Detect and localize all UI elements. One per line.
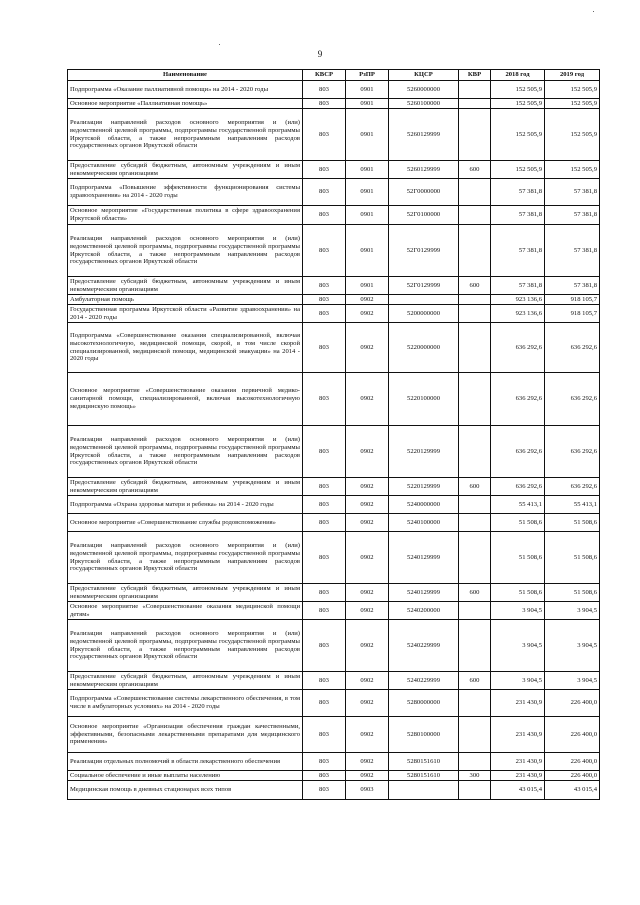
row-2019: 152 505,9 — [545, 81, 600, 99]
row-kvr — [459, 109, 491, 161]
row-name: Медицинская помощь в дневных стационарах всех типов — [68, 781, 303, 800]
table-row — [68, 478, 600, 496]
row-2019: 152 505,9 — [545, 161, 600, 179]
row-2018: 3 904,5 — [491, 602, 545, 620]
row-2019: 3 904,5 — [545, 620, 600, 672]
row-kvsr: 803 — [303, 496, 346, 514]
table-row — [68, 584, 600, 602]
table-row — [68, 161, 600, 179]
row-kvsr: 803 — [303, 514, 346, 532]
row-2019: 3 904,5 — [545, 672, 600, 690]
table-row — [68, 225, 600, 277]
row-name: Предоставление субсидий бюджетным, автономным учреждениям и иным некоммерческим организациям — [68, 478, 303, 496]
row-2019: 55 413,1 — [545, 496, 600, 514]
table-row — [68, 602, 600, 620]
scan-speck — [219, 44, 220, 45]
table-row — [68, 99, 600, 109]
row-kvr — [459, 295, 491, 305]
row-kvsr: 803 — [303, 225, 346, 277]
row-kcsr: 52Г0129999 — [389, 225, 459, 277]
table-row — [68, 753, 600, 771]
row-rzpr: 0901 — [346, 109, 389, 161]
row-name: Основное мероприятие «Организация обеспечения граждан качественными, эффективными, безопасными лекарственными препаратами для медицинского применения» — [68, 717, 303, 753]
row-kcsr — [389, 295, 459, 305]
table-row — [68, 496, 600, 514]
row-kvr: 300 — [459, 771, 491, 781]
row-2019: 51 508,6 — [545, 584, 600, 602]
row-rzpr: 0902 — [346, 620, 389, 672]
table-row — [68, 690, 600, 717]
row-2018: 231 430,9 — [491, 771, 545, 781]
row-2019: 57 381,8 — [545, 206, 600, 225]
row-kcsr: 5220129999 — [389, 426, 459, 478]
row-rzpr: 0902 — [346, 323, 389, 373]
row-kvsr: 803 — [303, 602, 346, 620]
row-2019: 43 015,4 — [545, 781, 600, 800]
row-rzpr: 0902 — [346, 717, 389, 753]
row-rzpr: 0901 — [346, 99, 389, 109]
row-rzpr: 0903 — [346, 781, 389, 800]
row-kcsr: 52Г0000000 — [389, 179, 459, 206]
row-2019: 3 904,5 — [545, 602, 600, 620]
row-2019: 57 381,8 — [545, 225, 600, 277]
row-name: Реализация направлений расходов основного мероприятия и (или) ведомственной целевой программы, подпрограммы государственной программы Иркутской области, а также непрограммным направлениям расходов государственных органов Иркутской области — [68, 532, 303, 584]
page-number: 9 — [317, 49, 323, 59]
header-kvr: КВР — [459, 70, 491, 81]
row-kcsr: 52Г0100000 — [389, 206, 459, 225]
row-2019: 226 400,0 — [545, 690, 600, 717]
row-kvr: 600 — [459, 584, 491, 602]
row-2019: 152 505,9 — [545, 99, 600, 109]
row-kcsr: 5240129999 — [389, 532, 459, 584]
row-kvsr: 803 — [303, 277, 346, 295]
table-row — [68, 206, 600, 225]
table-row — [68, 295, 600, 305]
row-kvr — [459, 753, 491, 771]
row-rzpr: 0902 — [346, 532, 389, 584]
table-row — [68, 532, 600, 584]
row-kvsr: 803 — [303, 373, 346, 426]
row-kvr: 600 — [459, 478, 491, 496]
row-kcsr: 5280151610 — [389, 753, 459, 771]
row-name: Социальное обеспечение и иные выплаты населению — [68, 771, 303, 781]
row-2019: 152 505,9 — [545, 109, 600, 161]
table-row — [68, 81, 600, 99]
row-name: Подпрограмма «Совершенствование системы лекарственного обеспечения, в том числе в амбулаторных условиях» на 2014 - 2020 годы — [68, 690, 303, 717]
row-rzpr: 0902 — [346, 690, 389, 717]
row-kvr — [459, 496, 491, 514]
row-kvr — [459, 426, 491, 478]
row-kcsr: 5240229999 — [389, 672, 459, 690]
row-name: Реализация направлений расходов основного мероприятия и (или) ведомственной целевой программы, подпрограммы государственной программы Иркутской области, а также непрограммным направлениям расходов государственных органов Иркутской области — [68, 620, 303, 672]
row-name: Подпрограмма «Оказание паллиативной помощи» на 2014 - 2020 годы — [68, 81, 303, 99]
row-2019: 226 400,0 — [545, 717, 600, 753]
row-kvsr: 803 — [303, 781, 346, 800]
row-kvr — [459, 81, 491, 99]
row-kvr — [459, 717, 491, 753]
row-2019: 636 292,6 — [545, 323, 600, 373]
row-name: Амбулаторная помощь — [68, 295, 303, 305]
row-kcsr: 5260000000 — [389, 81, 459, 99]
table-row — [68, 620, 600, 672]
row-kvsr: 803 — [303, 99, 346, 109]
row-kcsr: 52Г0129999 — [389, 277, 459, 295]
row-name: Основное мероприятие «Государственная политика в сфере здравоохранения Иркутской области» — [68, 206, 303, 225]
row-name: Государственная программа Иркутской области «Развитие здравоохранения» на 2014 - 2020 годы — [68, 305, 303, 323]
header-2019: 2019 год — [545, 70, 600, 81]
row-2018: 152 505,9 — [491, 161, 545, 179]
row-2018: 923 136,6 — [491, 305, 545, 323]
row-2018: 3 904,5 — [491, 672, 545, 690]
row-rzpr: 0901 — [346, 161, 389, 179]
table-header-row — [68, 70, 600, 81]
row-2018: 51 508,6 — [491, 584, 545, 602]
header-rzpr: РзПР — [346, 70, 389, 81]
row-2018: 57 381,8 — [491, 179, 545, 206]
row-kvr — [459, 690, 491, 717]
row-rzpr: 0902 — [346, 295, 389, 305]
row-kvsr: 803 — [303, 771, 346, 781]
row-2019: 226 400,0 — [545, 771, 600, 781]
row-rzpr: 0902 — [346, 514, 389, 532]
row-2018: 43 015,4 — [491, 781, 545, 800]
row-kvr — [459, 179, 491, 206]
row-2018: 636 292,6 — [491, 323, 545, 373]
row-kvr — [459, 602, 491, 620]
table-row — [68, 373, 600, 426]
row-kvsr: 803 — [303, 179, 346, 206]
table-row — [68, 514, 600, 532]
row-rzpr: 0902 — [346, 584, 389, 602]
row-rzpr: 0901 — [346, 81, 389, 99]
row-kvr — [459, 99, 491, 109]
row-kcsr — [389, 781, 459, 800]
row-kvsr: 803 — [303, 672, 346, 690]
row-name: Реализация отдельных полномочий в области лекарственного обеспечения — [68, 753, 303, 771]
row-2019: 918 105,7 — [545, 305, 600, 323]
table-row — [68, 277, 600, 295]
row-rzpr: 0902 — [346, 496, 389, 514]
row-rzpr: 0901 — [346, 179, 389, 206]
row-rzpr: 0901 — [346, 225, 389, 277]
row-kcsr: 5260100000 — [389, 99, 459, 109]
row-name: Основное мероприятие «Совершенствование службы родовспоможения» — [68, 514, 303, 532]
row-kvsr: 803 — [303, 532, 346, 584]
row-name: Предоставление субсидий бюджетным, автономным учреждениям и иным некоммерческим организациям — [68, 277, 303, 295]
row-name: Реализация направлений расходов основного мероприятия и (или) ведомственной целевой программы, подпрограммы государственной программы Иркутской области, а также непрограммным направлениям расходов государственных органов Иркутской области — [68, 109, 303, 161]
table-row — [68, 305, 600, 323]
row-kvsr: 803 — [303, 295, 346, 305]
row-name: Реализация направлений расходов основного мероприятия и (или) ведомственной целевой программы, подпрограммы государственной программы Иркутской области, а также непрограммным направлениям расходов государственных органов Иркутской области — [68, 426, 303, 478]
header-kcsr: КЦСР — [389, 70, 459, 81]
row-name: Основное мероприятие «Совершенствование оказания первичной медико-санитарной помощи, специализированной, включая высокотехнологичную медицинскую помощь» — [68, 373, 303, 426]
row-2018: 152 505,9 — [491, 109, 545, 161]
row-name: Подпрограмма «Охрана здоровья матери и ребенка» на 2014 - 2020 годы — [68, 496, 303, 514]
row-2019: 636 292,6 — [545, 478, 600, 496]
row-name: Подпрограмма «Совершенствование оказания специализированной, включая высокотехнологичную, медицинской помощи, скорой, в том числе скорой специализированной, медицинской помощи, медицинской эвакуации» на 2014 - 2020 годы — [68, 323, 303, 373]
table-row — [68, 323, 600, 373]
row-rzpr: 0902 — [346, 771, 389, 781]
row-name: Предоставление субсидий бюджетным, автономным учреждениям и иным некоммерческим организациям — [68, 584, 303, 602]
row-kvsr: 803 — [303, 690, 346, 717]
row-name: Основное мероприятие «Совершенствование оказания медицинской помощи детям» — [68, 602, 303, 620]
row-kvr — [459, 781, 491, 800]
row-name: Основное мероприятие «Паллиативная помощь» — [68, 99, 303, 109]
row-kcsr: 5260129999 — [389, 161, 459, 179]
row-2019: 636 292,6 — [545, 426, 600, 478]
row-rzpr: 0902 — [346, 373, 389, 426]
row-rzpr: 0902 — [346, 478, 389, 496]
table-row — [68, 109, 600, 161]
row-kcsr: 5200000000 — [389, 305, 459, 323]
row-kvr — [459, 225, 491, 277]
row-2018: 57 381,8 — [491, 225, 545, 277]
row-2019: 226 400,0 — [545, 753, 600, 771]
scan-speck — [593, 11, 594, 12]
row-kcsr: 5260129999 — [389, 109, 459, 161]
row-kvr: 600 — [459, 277, 491, 295]
row-kvsr: 803 — [303, 717, 346, 753]
row-name: Предоставление субсидий бюджетным, автономным учреждениям и иным некоммерческим организациям — [68, 672, 303, 690]
row-kvr — [459, 620, 491, 672]
row-2018: 152 505,9 — [491, 81, 545, 99]
row-kcsr: 5240200000 — [389, 602, 459, 620]
row-2018: 231 430,9 — [491, 690, 545, 717]
row-2019: 57 381,8 — [545, 179, 600, 206]
row-2018: 152 505,9 — [491, 99, 545, 109]
row-kvr — [459, 532, 491, 584]
row-rzpr: 0902 — [346, 426, 389, 478]
row-2018: 636 292,6 — [491, 426, 545, 478]
row-kcsr: 5220100000 — [389, 373, 459, 426]
table-row — [68, 781, 600, 800]
row-kvr — [459, 206, 491, 225]
row-2018: 231 430,9 — [491, 753, 545, 771]
row-name: Реализация направлений расходов основного мероприятия и (или) ведомственной целевой программы, подпрограммы государственной программы Иркутской области, а также непрограммным направлениям расходов государственных органов Иркутской области — [68, 225, 303, 277]
header-kvsr: КВСР — [303, 70, 346, 81]
row-2018: 55 413,1 — [491, 496, 545, 514]
row-kvsr: 803 — [303, 109, 346, 161]
row-kvr — [459, 514, 491, 532]
row-2019: 57 381,8 — [545, 277, 600, 295]
row-rzpr: 0902 — [346, 672, 389, 690]
row-kvsr: 803 — [303, 323, 346, 373]
row-2019: 636 292,6 — [545, 373, 600, 426]
row-kcsr: 5240000000 — [389, 496, 459, 514]
row-kvsr: 803 — [303, 426, 346, 478]
row-kvsr: 803 — [303, 305, 346, 323]
row-name: Подпрограмма «Повышение эффективности функционирования системы здравоохранения» на 2014 - 2020 годы — [68, 179, 303, 206]
row-kvsr: 803 — [303, 753, 346, 771]
row-2018: 57 381,8 — [491, 206, 545, 225]
row-kvsr: 803 — [303, 206, 346, 225]
budget-table — [67, 69, 600, 800]
row-2018: 231 430,9 — [491, 717, 545, 753]
row-2019: 51 508,6 — [545, 514, 600, 532]
row-kvr: 600 — [459, 161, 491, 179]
row-kcsr: 5280000000 — [389, 690, 459, 717]
header-name: Наименование — [68, 70, 303, 81]
row-kvsr: 803 — [303, 584, 346, 602]
row-kcsr: 5280151610 — [389, 771, 459, 781]
table-row — [68, 672, 600, 690]
row-kvr — [459, 305, 491, 323]
row-kvr: 600 — [459, 672, 491, 690]
row-2018: 636 292,6 — [491, 478, 545, 496]
row-rzpr: 0901 — [346, 277, 389, 295]
row-rzpr: 0902 — [346, 602, 389, 620]
row-2018: 51 508,6 — [491, 514, 545, 532]
row-kcsr: 5240129999 — [389, 584, 459, 602]
table-row — [68, 717, 600, 753]
row-2018: 636 292,6 — [491, 373, 545, 426]
row-kcsr: 5280100000 — [389, 717, 459, 753]
row-2019: 918 105,7 — [545, 295, 600, 305]
row-kvsr: 803 — [303, 478, 346, 496]
table-row — [68, 426, 600, 478]
row-rzpr: 0902 — [346, 305, 389, 323]
row-2018: 57 381,8 — [491, 277, 545, 295]
row-rzpr: 0902 — [346, 753, 389, 771]
row-kvsr: 803 — [303, 81, 346, 99]
row-kcsr: 5220000000 — [389, 323, 459, 373]
row-2018: 3 904,5 — [491, 620, 545, 672]
row-kvsr: 803 — [303, 620, 346, 672]
header-2018: 2018 год — [491, 70, 545, 81]
row-2018: 923 136,6 — [491, 295, 545, 305]
table-row — [68, 179, 600, 206]
table-row — [68, 771, 600, 781]
row-kcsr: 5220129999 — [389, 478, 459, 496]
row-kvsr: 803 — [303, 161, 346, 179]
row-kvr — [459, 373, 491, 426]
row-kcsr: 5240100000 — [389, 514, 459, 532]
row-name: Предоставление субсидий бюджетным, автономным учреждениям и иным некоммерческим организациям — [68, 161, 303, 179]
row-kvr — [459, 323, 491, 373]
row-2018: 51 508,6 — [491, 532, 545, 584]
row-2019: 51 508,6 — [545, 532, 600, 584]
row-kcsr: 5240229999 — [389, 620, 459, 672]
row-rzpr: 0901 — [346, 206, 389, 225]
